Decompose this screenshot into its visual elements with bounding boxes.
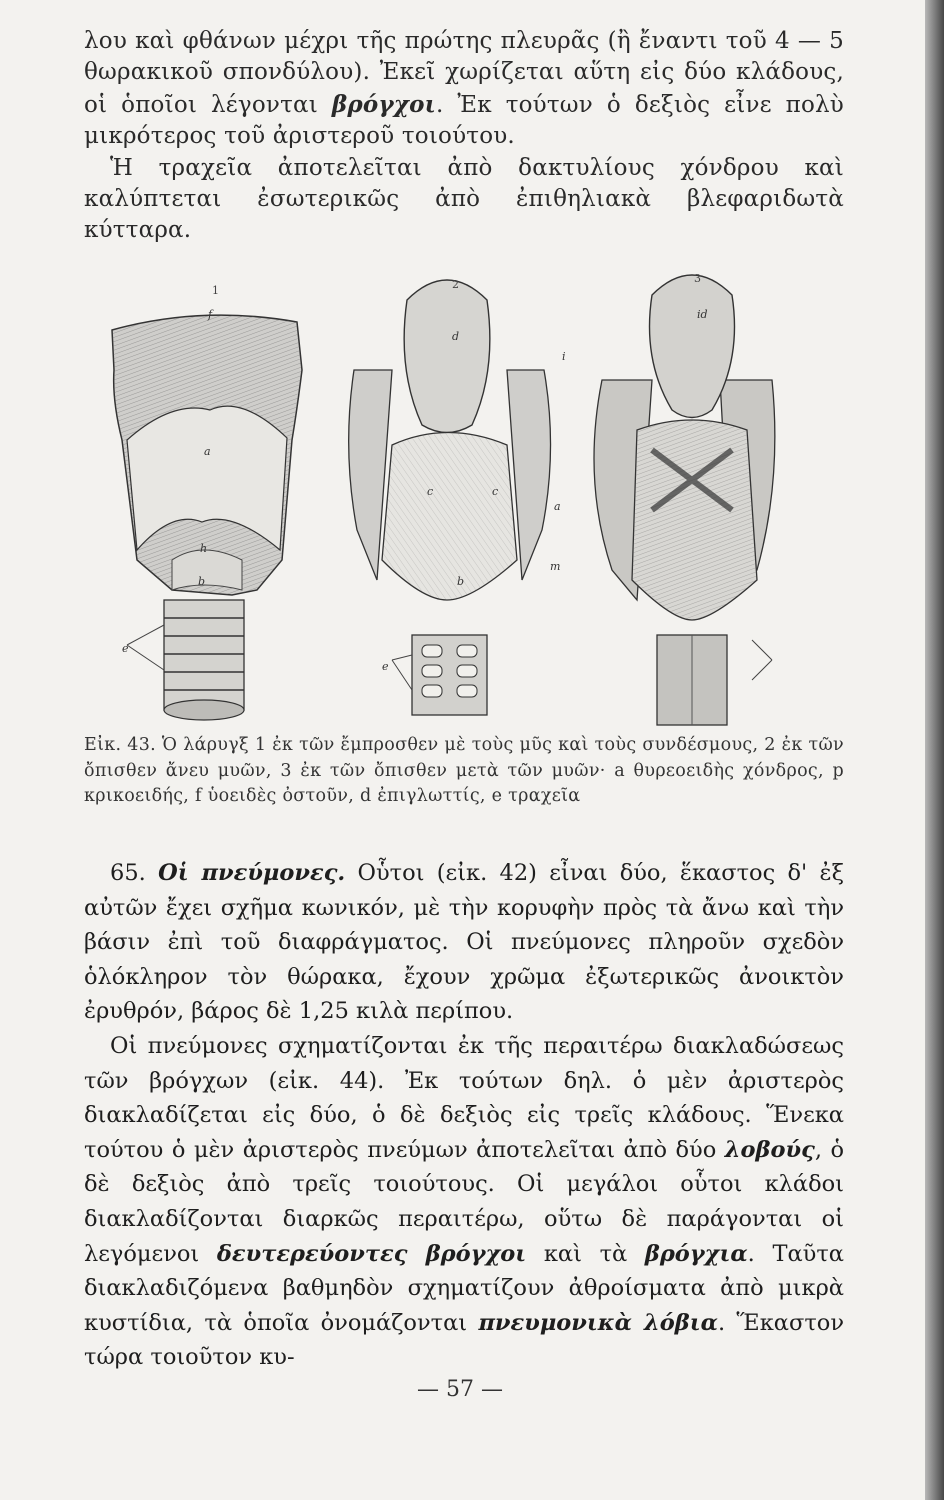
page-number: — 57 — [417,1377,503,1402]
figure-label: b [457,575,465,588]
top-text-block [84,26,844,247]
paragraph: 65. Οἱ πνεύμονες. Οὗτοι (εἰκ. 42) εἶναι δύο, ἕκαστος δ' ἐξ αὐτῶν ἔχει σχῆμα κωνικόν, μὲ τὴν κορυφὴν πρὸς τὰ ἄνω καὶ τὴν βάσιν ἐπὶ τοῦ διαφράγματος. Οἱ πνεύμονες πληροῦν σχεδὸν ὁλόκληρον τὸν θώρακα, ἔχουν χρῶμα ἐξωτερικῶς ἀνοικτὸν ἐρυθρόν, βάρος δὲ 1,25 κιλὰ περίπου. [84,860,844,1025]
figure-label: id [697,308,708,321]
figure-caption [84,733,844,810]
figure-label: m [550,560,561,573]
panel-number: 2 [452,278,459,291]
term-bronchioles: βρόγχια [644,1240,748,1267]
paragraph: Οἱ πνεύμονες σχηματίζονται ἐκ τῆς περαιτέρω διακλαδώσεως τῶν βρόγχων (εἰκ. 44). Ἐκ τούτων δηλ. ὁ μὲν ἀριστερὸς διακλαδίζεται εἰς δύο, ὁ δὲ δεξιὸς εἰς τρεῖς κλάδους. Ἕνεκα τούτου ὁ μὲν ἀριστερὸς πνεύμων ἀποτελεῖται ἀπὸ δύο λοβούς, ὁ δὲ δεξιὸς ἀπὸ τρεῖς τοιούτους. Οἱ μεγάλοι οὗτοι κλάδοι διακλαδίζονται διαρκῶς περαιτέρω, οὕτω δὲ παράγονται οἱ λεγόμενοι δευτερεύοντες βρόγχοι καὶ τὰ βρόγχια. Ταῦτα διακλαδιζόμενα βαθμηδὸν σχηματίζουν ἀθροίσματα ἀπὸ μικρὰ κυστίδια, τὰ ὁποῖα ὀνομάζονται πνευμονικὰ λόβια. Ἕκαστον τώρα τοιοῦτον κυ- [84,1032,844,1371]
term-secondary-bronchi: δευτερεύοντες βρόγχοι [216,1240,527,1267]
figure-label: f [208,308,213,321]
figure-label: b [198,575,206,588]
figure-label: c [492,485,499,498]
panel-number: 1 [212,284,219,297]
paragraph: λου καὶ φθάνων μέχρι τῆς πρώτης πλευρᾶς (ἢ ἔναντι τοῦ 4 — 5 θωρακικοῦ σπονδύλου). Ἐκεῖ χωρίζεται αὕτη εἰς δύο κλάδους, οἱ ὁποῖοι λέγονται βρόγχοι. Ἐκ τούτων ὁ δεξιὸς εἶνε πολὺ μικρότερος τοῦ ἀριστεροῦ τοιούτου. [84,28,844,150]
term-lobes: λοβούς [724,1136,815,1163]
figure-label: i [562,350,566,363]
larynx-back-view-muscles [594,275,775,725]
figure-label: h [200,542,208,555]
larynx-figure [92,260,782,730]
figure-label: e [382,660,389,673]
caption-text: Εἰκ. 43. Ὁ λάρυγξ 1 ἐκ τῶν ἔμπροσθεν μὲ τοὺς μῦς καὶ τοὺς συνδέσμους, 2 ἐκ τῶν ὄπισθεν ἄνευ μυῶν, 3 ἐκ τῶν ὄπισθεν μετὰ τῶν μυῶν· a θυρεοειδὴς χόνδρος, p κρικοειδής, f ὑοειδὲς ὀστοῦν, d ἐπιγλωττίς, e τραχεῖα [84,735,844,806]
larynx-back-view [349,280,551,715]
figure-label: a [554,500,561,513]
larynx-front-view [112,315,302,720]
section-number: 65. [110,860,146,886]
figure-label: e [122,642,129,655]
section-lungs [84,856,844,1375]
page-edge-shadow [925,0,944,1500]
term-lung-lobules: πνευμονικὰ λόβια [478,1309,718,1336]
figure-label: d [452,330,460,343]
paragraph: Ἡ τραχεῖα ἀποτελεῖται ἀπὸ δακτυλίους χόνδρου καὶ καλύπτεται ἐσωτερικῶς ἀπὸ ἐπιθηλιακὰ βλεφαριδωτὰ κύτταρα. [84,154,844,244]
figure-label: a [204,445,211,458]
figure-label: c [427,485,434,498]
term-bronchi: βρόγχοι [331,90,436,118]
larynx-illustration [92,260,782,730]
panel-number: 3 [694,272,701,285]
section-heading: Οἱ πνεύμονες. [158,860,346,886]
